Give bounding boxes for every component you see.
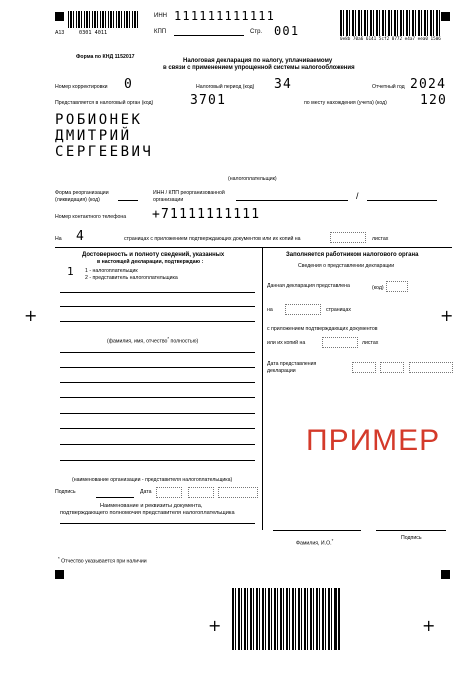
reorg-inn-field[interactable] <box>236 200 348 201</box>
corner-marker-bottom-left <box>55 570 64 579</box>
pages-prefix: На <box>55 236 62 242</box>
location-label: по месту нахождения (учета) (код) <box>304 100 387 106</box>
attach-label: с приложением подтверждающих документов <box>267 326 378 332</box>
sheets-field[interactable] <box>330 232 366 243</box>
reorg-inn-label-2: организации <box>153 197 184 203</box>
org-line-2[interactable] <box>60 367 255 368</box>
barcode-caption: 0e8b 70a6 6141 5cf2 0772 e4a7 eea0 1506 <box>340 37 441 42</box>
pages-text: страницах с приложением подтверждающих документов или их копий на <box>124 236 301 242</box>
phone-label: Номер контактного телефона <box>55 214 127 220</box>
fio-caption-a: (фамилия, имя, отчество <box>107 338 168 345</box>
doc-caption-2: подтверждающего полномочия представителя налогоплательщика <box>60 510 235 516</box>
date-month-field[interactable] <box>188 487 214 498</box>
reorg-slash: / <box>356 191 359 201</box>
reorg-code-field[interactable] <box>118 200 138 201</box>
top-right-2d-barcode <box>340 10 440 36</box>
period-value[interactable]: 34 <box>274 77 293 92</box>
officer-sign-caption: Подпись <box>401 535 422 541</box>
officer-fio-caption-text: Фамилия, И.О. <box>296 540 332 547</box>
office-pages-label: страницах <box>326 307 351 313</box>
registration-cross-bottom-left: + <box>208 616 222 635</box>
footer-note <box>58 556 147 565</box>
officer-fio-star: * <box>331 538 334 543</box>
registration-cross-left: + <box>24 306 38 325</box>
fio-caption-star: * <box>167 336 170 341</box>
copies-label: или их копий на <box>267 340 306 346</box>
officer-fio-caption <box>296 538 333 547</box>
org-line-6[interactable] <box>60 428 255 429</box>
submission-date-label-2: декларации <box>267 368 296 374</box>
fio-caption-b: полностью) <box>170 338 199 345</box>
org-line-4[interactable] <box>60 397 255 398</box>
taxpayer-name-line2[interactable]: ДМИТРИЙ <box>55 128 132 144</box>
footer-note-star: * <box>58 556 60 561</box>
inn-label: ИНН <box>154 13 167 19</box>
org-line-5[interactable] <box>60 413 255 414</box>
date-year-field[interactable] <box>218 487 258 498</box>
org-line-1[interactable] <box>60 352 255 353</box>
submission-day-field[interactable] <box>352 362 376 373</box>
footer-note-text: Отчество указывается при наличии <box>61 558 147 565</box>
knd-label: Форма по КНД 1152017 <box>76 54 135 60</box>
fio-line-1[interactable] <box>60 292 255 293</box>
bottom-barcode-strip <box>336 588 340 650</box>
org-line-3[interactable] <box>60 382 255 383</box>
registration-cross-bottom-right: + <box>422 616 436 635</box>
confirm-heading-1: Достоверность и полноту сведений, указанных <box>82 252 225 258</box>
fio-line-3[interactable] <box>60 321 255 322</box>
office-sheets-label: листах <box>362 340 379 346</box>
correction-label: Номер корректировки <box>55 84 108 90</box>
officer-sign-line[interactable] <box>376 530 446 531</box>
reorg-label-1: Форма реорганизации <box>55 190 109 196</box>
office-pages-field[interactable] <box>285 304 321 315</box>
phone-value[interactable]: +71111111111 <box>152 207 261 222</box>
form-title-line1: Налоговая декларация по налогу, уплачиваемому <box>183 58 333 64</box>
reorg-kpp-field[interactable] <box>367 200 437 201</box>
corner-marker-top-right <box>441 12 450 21</box>
corner-marker-bottom-right <box>441 570 450 579</box>
officer-fio-line[interactable] <box>273 530 361 531</box>
authority-value[interactable]: 3701 <box>190 93 227 108</box>
page-value: 001 <box>274 24 300 38</box>
column-divider <box>262 247 263 530</box>
confirm-heading-2: в настоящей декларации, подтверждаю : <box>97 259 204 265</box>
submission-year-field[interactable] <box>409 362 453 373</box>
submitted-label: Данная декларация представлена <box>267 283 350 289</box>
doc-caption-1: Наименование и реквизиты документа, <box>100 503 203 509</box>
date-day-field[interactable] <box>156 487 182 498</box>
section-divider <box>55 247 452 248</box>
signer-option-2: 2 - представитель налогоплательщика <box>85 275 178 281</box>
org-line-8[interactable] <box>60 460 255 461</box>
kpp-field-line <box>174 35 244 36</box>
year-label: Отчетный год <box>372 84 405 90</box>
office-sheets-field[interactable] <box>322 337 358 348</box>
correction-value[interactable]: 0 <box>124 77 134 92</box>
office-subheading: Сведения о представлении декларации <box>298 263 395 269</box>
bottom-2d-barcode <box>232 588 336 650</box>
pages-value[interactable]: 4 <box>76 229 86 244</box>
signer-value[interactable]: 1 <box>67 265 75 278</box>
taxpayer-name-line1[interactable]: РОБИОНЕК <box>55 112 143 128</box>
year-value[interactable]: 2024 <box>410 77 447 92</box>
taxpayer-caption: (налогоплательщик) <box>228 176 277 182</box>
signature-field[interactable] <box>96 497 134 498</box>
submitted-code-field[interactable] <box>386 281 408 292</box>
date-label: Дата <box>140 489 152 495</box>
sheets-text: листах <box>372 236 389 242</box>
kpp-label: КПП <box>154 29 167 35</box>
fio-line-2[interactable] <box>60 306 255 307</box>
submission-date-label-1: Дата представления <box>267 361 317 367</box>
page-barcode <box>68 11 138 28</box>
sample-stamp: ПРИМЕР <box>306 424 441 457</box>
registration-cross-right: + <box>440 306 454 325</box>
reorg-label-2: (ликвидация) (код) <box>55 197 100 203</box>
authority-label: Представляется в налоговый орган (код) <box>55 100 154 106</box>
signer-option-1: 1 - налогоплательщик <box>85 268 138 274</box>
inn-value: 111111111111 <box>174 9 276 23</box>
org-line-7[interactable] <box>60 444 255 445</box>
org-caption: (наименование организации - представителя налогоплательщика) <box>72 477 233 483</box>
code-caption: (код) <box>372 285 384 291</box>
submission-month-field[interactable] <box>380 362 404 373</box>
fio-caption <box>107 336 198 345</box>
office-heading: Заполняется работником налогового органа <box>286 252 419 258</box>
signature-label: Подпись <box>55 489 76 495</box>
page-label: Стр. <box>250 29 263 35</box>
reorg-inn-label-1: ИНН / КПП реорганизованной <box>153 190 225 196</box>
form-title-line2: в связи с применением упрощенной системы налогообложения <box>163 65 355 71</box>
doc-line[interactable] <box>60 523 255 524</box>
corner-marker-top-left <box>55 12 64 21</box>
a13-label: A13 <box>55 30 65 36</box>
location-value[interactable]: 120 <box>420 93 448 108</box>
on-label: на <box>267 307 273 313</box>
period-label: Налоговый период (код) <box>196 84 255 90</box>
taxpayer-name-line3[interactable]: СЕРГЕЕВИЧ <box>55 144 154 160</box>
barcode-number: 0301 4011 <box>79 30 108 36</box>
